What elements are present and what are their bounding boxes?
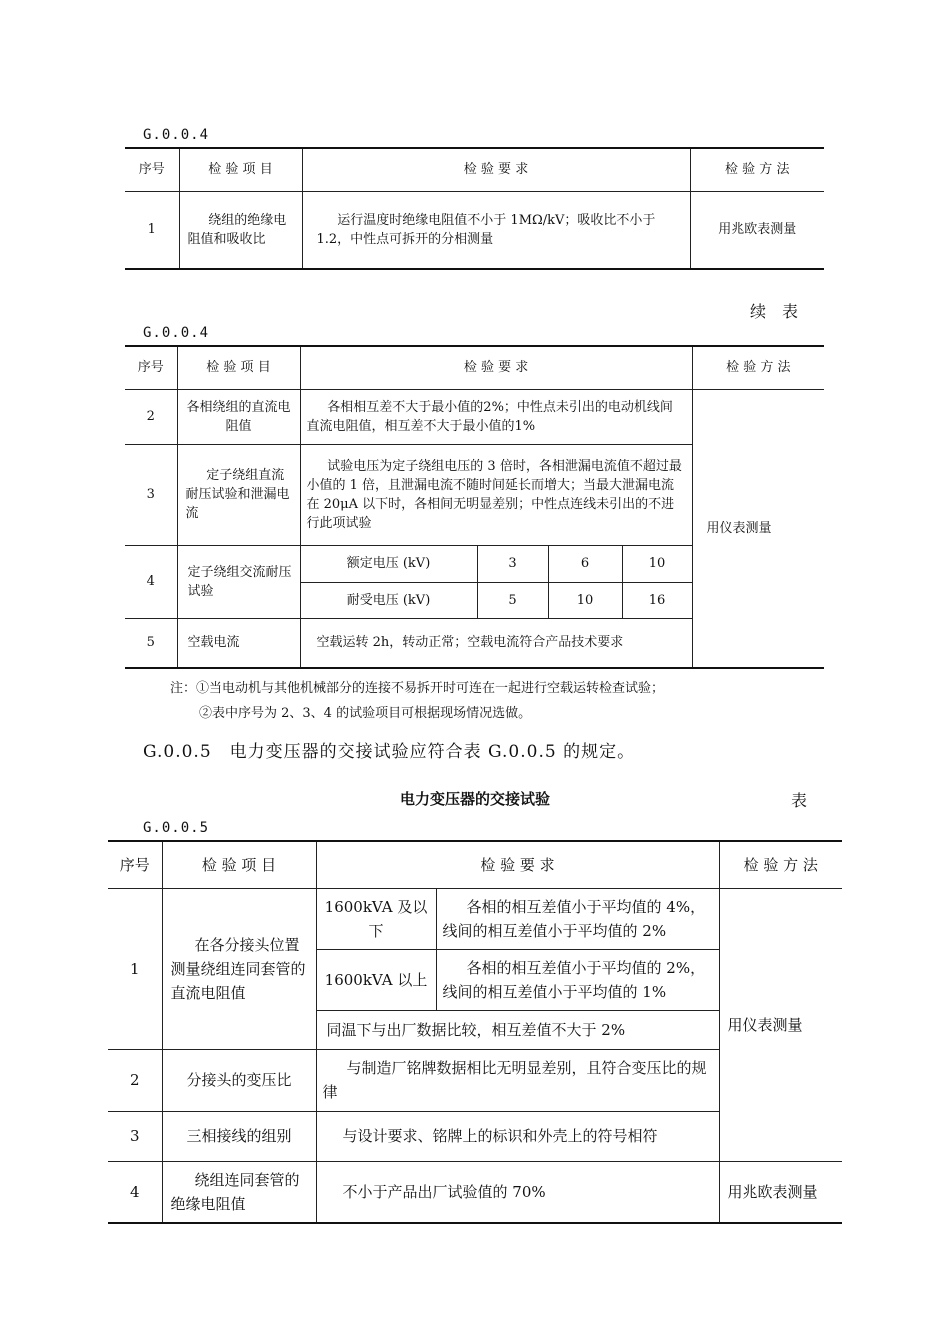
t2-row2-no: 2 [125, 389, 177, 444]
t2-row3-req: 试验电压为定子绕组电压的 3 倍时，各相泄漏电流值不超过最小值的 1 倍，且泄漏电流不随时间延长而增大；当最大泄漏电流在 20μA 以下时，各相间无明显差别；中性点连线未引出的不进行此项试验 [300, 444, 692, 545]
t3-row2-req: 与制造厂铭牌数据相比无明显差别，且符合变压比的规律 [316, 1049, 719, 1111]
t3-row4-method: 用兆欧表测量 [719, 1161, 842, 1223]
note-2: ②表中序号为 2、3、4 的试验项目可根据现场情况选做。 [199, 706, 532, 721]
table1 [125, 147, 824, 270]
t2-row5-req: 空载运转 2h，转动正常；空载电流符合产品技术要求 [300, 618, 692, 668]
table1-label: G.0.0.4 [143, 127, 210, 143]
t3-row4-req: 不小于产品出厂试验值的 70% [316, 1161, 719, 1223]
t2-row4-sub1-v2: 6 [548, 545, 622, 582]
t2-row5-no: 5 [125, 618, 177, 668]
t2-row4-sub1-label: 额定电压 (kV) [300, 545, 477, 582]
t1-row1-item: 绕组的绝缘电阻值和吸收比 [179, 191, 302, 269]
table2-label: G.0.0.4 [143, 325, 210, 341]
t1-row1-no: 1 [125, 191, 179, 269]
t3-row2-no: 2 [108, 1049, 162, 1111]
t2-row3-no: 3 [125, 444, 177, 545]
t2-row5-item: 空载电流 [177, 618, 300, 668]
t2-row4-item: 定子绕组交流耐压试验 [177, 545, 300, 618]
t3-method-123: 用仪表测量 [719, 888, 842, 1161]
t2-row4-sub2-label: 耐受电压 (kV) [300, 582, 477, 618]
t3-row3-req: 与设计要求、铭牌上的标识和外壳上的符号相符 [316, 1111, 719, 1161]
t3-row1-item: 在各分接头位置测量绕组连同套管的直流电阻值 [162, 888, 316, 1049]
table2 [125, 345, 824, 669]
table3-label: G.0.0.5 [143, 820, 210, 836]
t2-row4-sub1-v1: 3 [477, 545, 548, 582]
t1-row1-req: 运行温度时绝缘电阻值不小于 1MΩ/kV；吸收比不小于1.2，中性点可拆开的分相测量 [302, 191, 690, 269]
t2-row4-no: 4 [125, 545, 177, 618]
t3-row1-sub1-req: 各相的相互差值小于平均值的 4%，线间的相互差值小于平均值的 2% [436, 888, 719, 949]
t2-row3-item: 定子绕组直流耐压试验和泄漏电流 [177, 444, 300, 545]
t2-row2-item: 各相绕组的直流电阻值 [177, 389, 300, 444]
t3-row1-sub2-req: 各相的相互差值小于平均值的 2%，线间的相互差值小于平均值的 1% [436, 949, 719, 1010]
t3-row4-no: 4 [108, 1161, 162, 1223]
t2-row4-sub2-v2: 10 [548, 582, 622, 618]
t2-method: 用仪表测量 [692, 389, 824, 668]
paragraph-g005: G.0.0.5 电力变压器的交接试验应符合表 G.0.0.5 的规定。 [143, 742, 636, 762]
continued-label: 续 表 [750, 302, 799, 321]
t3-header-method: 检 验 方 法 [719, 841, 842, 888]
t3-row1-extra: 同温下与出厂数据比较，相互差值不大于 2% [316, 1010, 719, 1049]
t2-header-req: 检 验 要 求 [300, 346, 692, 389]
t2-row4-sub1-v3: 10 [622, 545, 692, 582]
t3-row1-sub1-cap: 1600kVA 及以下 [316, 888, 436, 949]
t3-row1-no: 1 [108, 888, 162, 1049]
t3-row2-item: 分接头的变压比 [162, 1049, 316, 1111]
t2-header-no: 序号 [125, 346, 177, 389]
t3-header-req: 检 验 要 求 [316, 841, 719, 888]
t2-header-method: 检 验 方 法 [692, 346, 824, 389]
t2-row4-sub2-v1: 5 [477, 582, 548, 618]
t2-header-item: 检 验 项 目 [177, 346, 300, 389]
table3-title-suffix: 表 [791, 791, 808, 810]
t3-row1-sub2-cap: 1600kVA 以上 [316, 949, 436, 1010]
t2-row4-sub2-v3: 16 [622, 582, 692, 618]
t3-header-no: 序号 [108, 841, 162, 888]
note-1: 注：①当电动机与其他机械部分的连接不易拆开时可连在一起进行空载运转检查试验； [170, 681, 665, 696]
t3-header-item: 检 验 项 目 [162, 841, 316, 888]
t1-header-req: 检 验 要 求 [302, 148, 690, 191]
t2-row2-req: 各相相互差不大于最小值的2%；中性点未引出的电动机线间直流电阻值，相互差不大于最小值的1% [300, 389, 692, 444]
table3 [108, 840, 842, 1224]
t1-header-no: 序号 [125, 148, 179, 191]
t1-header-method: 检 验 方 法 [690, 148, 824, 191]
t3-row3-item: 三相接线的组别 [162, 1111, 316, 1161]
t3-row3-no: 3 [108, 1111, 162, 1161]
t1-row1-method: 用兆欧表测量 [690, 191, 824, 269]
t3-row4-item: 绕组连同套管的绝缘电阻值 [162, 1161, 316, 1223]
t1-header-item: 检 验 项 目 [179, 148, 302, 191]
table3-title: 电力变压器的交接试验 [400, 790, 551, 808]
